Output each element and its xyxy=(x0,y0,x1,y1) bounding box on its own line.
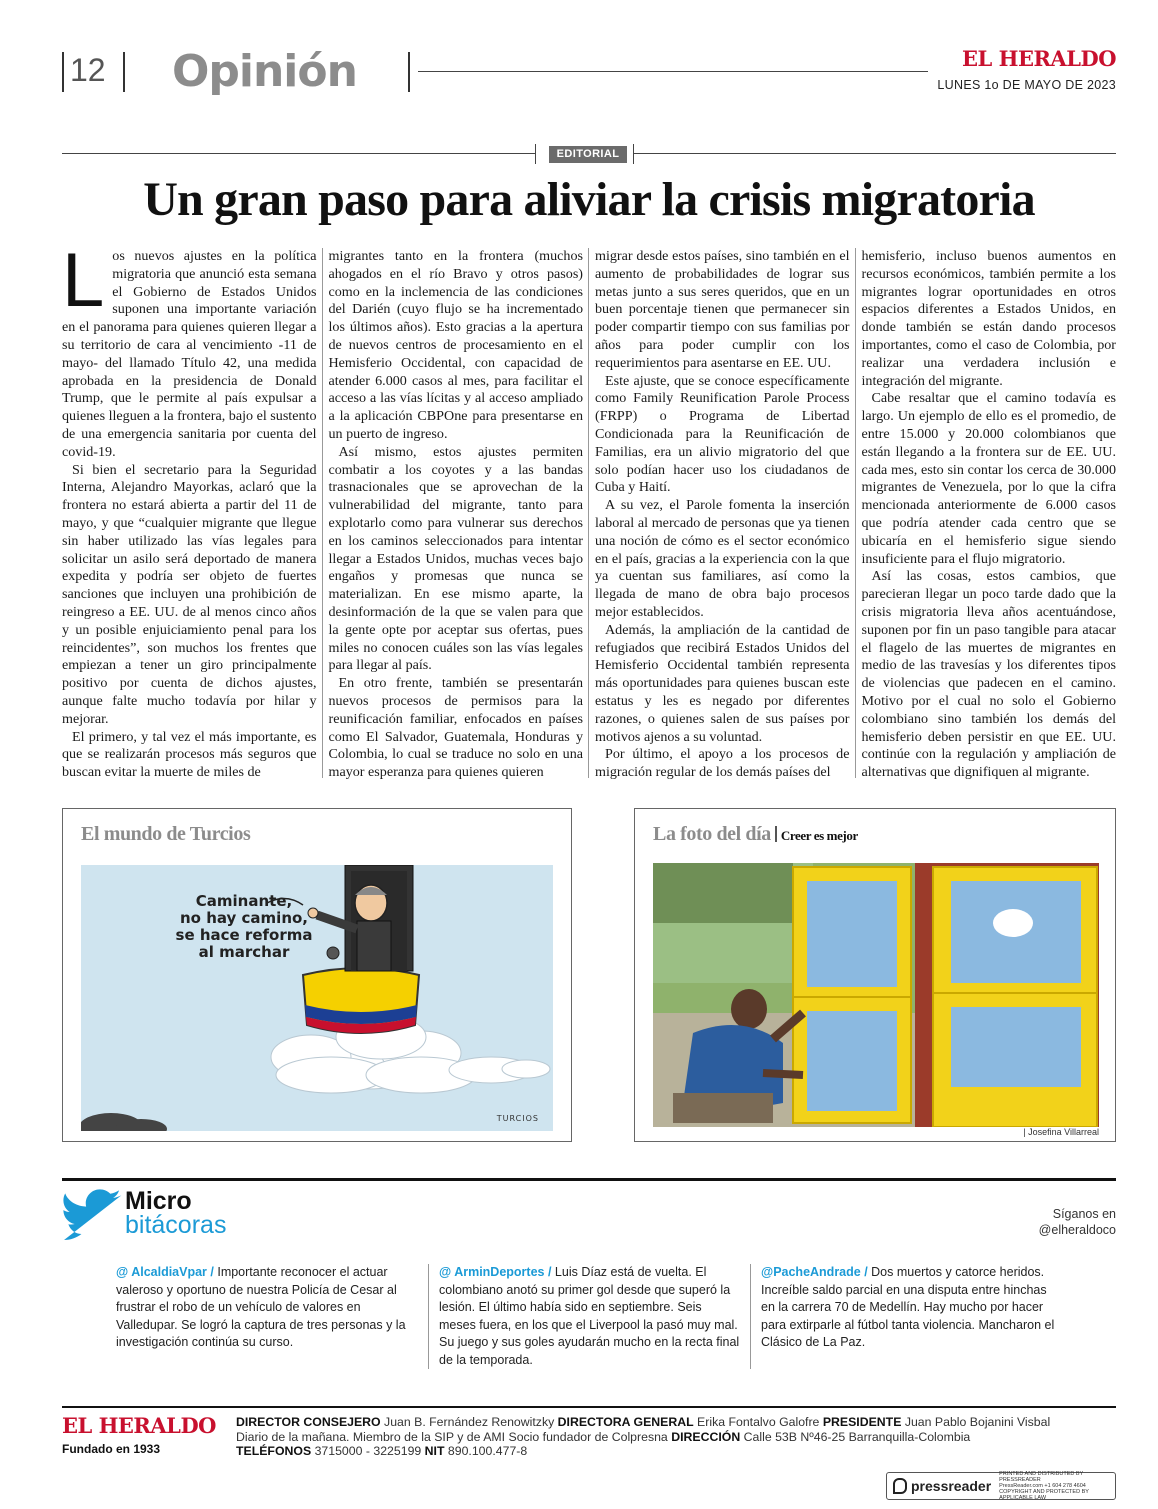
paragraph: Cabe resaltar que el camino todavía es largo. Un ejemplo de ello es el promedio, de entre 15.000 y 20.000 colombianos que están llegando a la frontera sur de EE. UU. cada mes, esto sin contar los cerca de 30.000 migrantes de Venezuela, por lo que la cifra mencionada anteriormente de 6.000 casos que podría atender cada centro que se ubicaría en el hemisferio sigue siendo insuficiente para el flujo migratorio. xyxy=(861,390,1116,567)
credit-value: Diario de la mañana. Miembro de la SIP y de AMI Socio fundador de Colpresna xyxy=(236,1429,672,1444)
cartoon-box xyxy=(62,808,572,1142)
footer-line-3 xyxy=(236,1444,1116,1459)
paragraph: Por último, el apoyo a los procesos de migración regular de los demás países del xyxy=(595,746,850,781)
editorial-column-2 xyxy=(328,248,584,781)
header-rule-left xyxy=(62,52,64,92)
paragraph: El primero, y tal vez el más importante, es que se realizarán procesos más seguros que buscan evitar la muerte de miles de xyxy=(62,728,317,781)
twitter-bird-icon xyxy=(62,1188,122,1240)
header-rule-right xyxy=(408,52,410,92)
credit-label: DIRECCIÓN xyxy=(671,1429,741,1444)
header-rule-mid xyxy=(123,52,125,92)
paragraph: Así las cosas, estos cambios, que parecieran llegar un poco tarde dado que la crisis migratoria lleva años acentuándose, suponen por fin un paso tangible para atacar el flagelo de las muertes de migrantes en medio de las travesías y los diferentes tipos de violencias que padecen en el camino. Motivo por el cual no solo el Gobierno colombiano sino también los demás del hemisferio deben persistir en que EE. UU. continúe con la regulación y ampliación de alternativas que dignifiquen al migrante. xyxy=(861,568,1116,781)
footer-line-1 xyxy=(236,1415,1116,1430)
fineprint-line: PRINTED AND DISTRIBUTED BY PRESSREADER xyxy=(999,1470,1084,1483)
micro-post xyxy=(106,1264,428,1369)
header-line xyxy=(418,71,928,72)
paragraph: hemisferio, incluso buenos aumentos en recursos económicos, también permite a los migrantes lograr oportunidades en otros espacios diferentes a Estados Unidos, en donde también se están dando procesos importantes, como el caso de Colombia, por realizar una verdadera inclusión e integración del migrante. xyxy=(861,248,1116,389)
micro-title-top: Micro xyxy=(125,1187,192,1215)
credit-value: Calle 53B Nº46-25 Barranquilla-Colombia xyxy=(740,1429,971,1444)
post-handle[interactable]: @PacheAndrade / xyxy=(761,1265,868,1279)
photo-image xyxy=(653,863,1099,1127)
credit-label: PRESIDENTE xyxy=(822,1415,902,1429)
masthead-logo: EL HERALDO xyxy=(962,46,1116,71)
cartoon-speech xyxy=(139,893,349,961)
editorial-headline: Un gran paso para aliviar la crisis migratoria xyxy=(143,173,1035,226)
photo-illustration xyxy=(653,863,1099,1127)
editorial-body xyxy=(62,238,1116,781)
pressreader-icon xyxy=(893,1478,907,1494)
post-handle[interactable]: @ AlcaldiaVpar / xyxy=(116,1265,214,1279)
editorial-tick-left xyxy=(535,144,536,164)
speech-line: no hay camino, xyxy=(179,909,308,927)
paragraph: migrantes tanto en la frontera (muchos ahogados en el río Bravo y otros pasos) como en la inclemencia de las condiciones del Darién (cuyo flujo se ha incrementado los últimos años). Esto gracias a la apertura de nuevos centros de procesamiento en el Hemisferio Occidental, con capacidad de atender 6.000 casos al mes, para facilitar el acceso a las vías lícitas y al acceso ampliado a la aplicación CBPOne para presentarse en un puerto de ingreso. xyxy=(328,248,583,442)
micro-title-bottom: bitácoras xyxy=(125,1211,227,1239)
credit-value: Juan Pablo Bojanini Visbal xyxy=(901,1415,1051,1429)
speech-line: se hace reforma xyxy=(175,926,313,944)
paragraph: A su vez, el Parole fomenta la inserción laboral al mercado de personas que ya tienen una noción de cómo es el sector económico en el país, gracias a la experiencia con la que ya cuentan sus familiares, así como la llegada de mano de obra bajo procesos mejor establecidos. xyxy=(595,497,850,620)
micro-posts xyxy=(106,1264,1116,1369)
paragraph: migrar desde estos países, sino también en el aumento de probabilidades de lograr sus metas junto a sus seres queridos, que en un buen porcentaje tienen que permanecer sin poder compartir tiempo con sus familias por años para poder cumplir con los requerimientos para asentarse en EE. UU. xyxy=(595,248,850,371)
credit-label: DIRECTOR CONSEJERO xyxy=(236,1415,381,1429)
dropcap: L xyxy=(62,238,105,323)
cartoon-image xyxy=(81,865,553,1131)
photo-title: La foto del día xyxy=(653,823,771,845)
paragraph: os nuevos ajustes en la política migratoria que anunció esta semana el Gobierno de Estados Unidos suponen una importante variación en el panorama para quienes quieren llegar a su territorio de cara al vencimiento -11 de mayo- del llamado Título 42, una medida aprobada en la presidencia de Donald Trump, que le permite al país expulsar a quienes lleguen a la frontera, bajo el sustento de una emergencia sanitaria por cuenta del covid-19. xyxy=(62,248,317,460)
editorial-tick-right xyxy=(633,144,634,164)
follow-us xyxy=(1039,1206,1116,1238)
pressreader-fineprint xyxy=(999,1471,1115,1502)
editorial-rule-right xyxy=(634,153,1116,154)
page-number: 12 xyxy=(70,52,106,88)
credit-value: 3715000 - 3225199 xyxy=(311,1444,425,1458)
micro-post xyxy=(750,1264,1072,1369)
credit-label: NIT xyxy=(424,1444,445,1458)
pressreader-logo xyxy=(893,1478,991,1494)
footer-credits xyxy=(236,1415,1116,1459)
speech-line: Caminante, xyxy=(195,892,293,910)
credit-value: 890.100.477-8 xyxy=(444,1444,528,1458)
paragraph: Este ajuste, que se conoce específicamente como Family Reunification Parole Process (FRPP) o Programa de Libertad Condicionada para la Reunificación de Familias, era un alivio migratorio del que solo podían hacer uso los ciudadanos de Cuba y Haití. xyxy=(595,372,850,496)
editorial-column-1 xyxy=(62,238,317,781)
post-handle[interactable]: @ ArminDeportes / xyxy=(439,1265,552,1279)
credit-value: Erika Fontalvo Galofre xyxy=(693,1415,823,1429)
paragraph: Así mismo, estos ajustes permiten combatir a los coyotes y a las bandas trasnacionales que se aprovechan de la vulnerabilidad del migrante, tanto para explotarlo como para vulnerar sus derechos en los caminos seleccionados para intentar llegar a Estados Unidos, muchas veces bajo engaños y promesas que nunca se materializan. En ese mismo aparte, la desinformación de la que se valen para que la gente opte por aceptar sus ofertas, pues miles no conocen cuáles son las vías legales para llegar al país. xyxy=(328,443,583,674)
follow-handle[interactable]: @elheraldoco xyxy=(1038,1223,1116,1237)
follow-label: Síganos en xyxy=(1052,1207,1116,1221)
post-text: Dos muertos y catorce heridos. Increíble saldo parcial en una disputa entre hinchas en la carrera 70 de Medellín. Hay mucho por hacer para extirparle al fútbol tanta violencia. Mancharon el Clásico de La Paz. xyxy=(761,1265,1055,1349)
fineprint-line: COPYRIGHT AND PROTECTED BY APPLICABLE LAW xyxy=(999,1489,1089,1502)
editorial-column-3 xyxy=(595,248,850,781)
paragraph: Además, la ampliación de la cantidad de refugiados que recibirá Estados Unidos del Hemisferio Occidental también representa más oportunidades para quienes buscan este estatus y les es negado por diferentes razones, o quienes salen de sus países por motivos ajenos a su voluntad. xyxy=(595,621,850,745)
edition-date: LUNES 1o DE MAYO DE 2023 xyxy=(937,78,1116,92)
speech-line: al marchar xyxy=(198,943,290,961)
editorial-column-4 xyxy=(861,248,1117,781)
photo-box xyxy=(634,808,1116,1142)
photo-title-row xyxy=(653,823,858,846)
photo-credit: | Josefina Villarreal xyxy=(1023,1127,1099,1137)
micro-rule xyxy=(62,1178,1116,1181)
credit-value: Juan B. Fernández Renowitzky xyxy=(380,1415,558,1429)
cartoon-signature: TURCIOS xyxy=(496,1114,539,1123)
credit-label: DIRECTORA GENERAL xyxy=(557,1415,694,1429)
editorial-rule-left xyxy=(62,153,535,154)
cartoon-title: El mundo de Turcios xyxy=(81,823,251,845)
post-text: Luis Díaz está de vuelta. El colombiano anotó su primer gol desde que superó la lesión. El último había sido en septiembre. Seis meses fuera, en los que el Liverpool la pasó muy mal. Su juego y sus goles ayudarán mucho en la recta final de la temporada. xyxy=(439,1265,740,1367)
pressreader-badge[interactable] xyxy=(886,1472,1116,1500)
paragraph: Si bien el secretario para la Seguridad Interna, Alejandro Mayorkas, aclaró que la frontera no estará abierta a partir del 11 de mayo, y que “cualquier migrante que llegue sin haber utilizado las vías legales para solicitar un asilo será deportado de manera expedita y podría ser objeto de fuertes sanciones que incluyen una prohibición de reingreso a EE. UU. de al menos cinco años y un posible enjuiciamiento penal para los reincidentes”, son muchos los frentes que empiezan a tener un giro principalmente positivo por cuenta de dichos ajustes, aunque falte mucho todavía por hilar y mejorar. xyxy=(62,461,317,727)
paragraph: En otro frente, también se presentarán nuevos procesos de permisos para la reunificación familiar, enfocados en países como El Salvador, Guatemala, Honduras y Colombia, lo cual se traduce no solo en una mayor esperanza para quienes quieren xyxy=(328,675,583,781)
fineprint-line: PressReader.com +1 604 278 4604 xyxy=(999,1482,1086,1489)
footer-founded: Fundado en 1933 xyxy=(62,1442,161,1456)
post-text: Importante reconocer el actuar valeroso y oportuno de nuestra Policía de Cesar al frustrar el robo de un vehículo de valores en Valledupar. Se logró la captura de tres personas y la investigación continúa su curso. xyxy=(116,1265,406,1349)
micro-post xyxy=(428,1264,750,1369)
editorial-label: EDITORIAL xyxy=(549,146,627,163)
footer-rule xyxy=(62,1406,1116,1408)
footer-masthead: EL HERALDO xyxy=(62,1413,216,1438)
footer-line-2 xyxy=(236,1430,1116,1445)
photo-subtitle: Creer es mejor xyxy=(780,828,858,843)
section-title: Opinión xyxy=(172,46,357,97)
title-separator xyxy=(775,826,777,842)
pressreader-name: pressreader xyxy=(911,1478,992,1494)
credit-label: TELÉFONOS xyxy=(236,1444,312,1458)
